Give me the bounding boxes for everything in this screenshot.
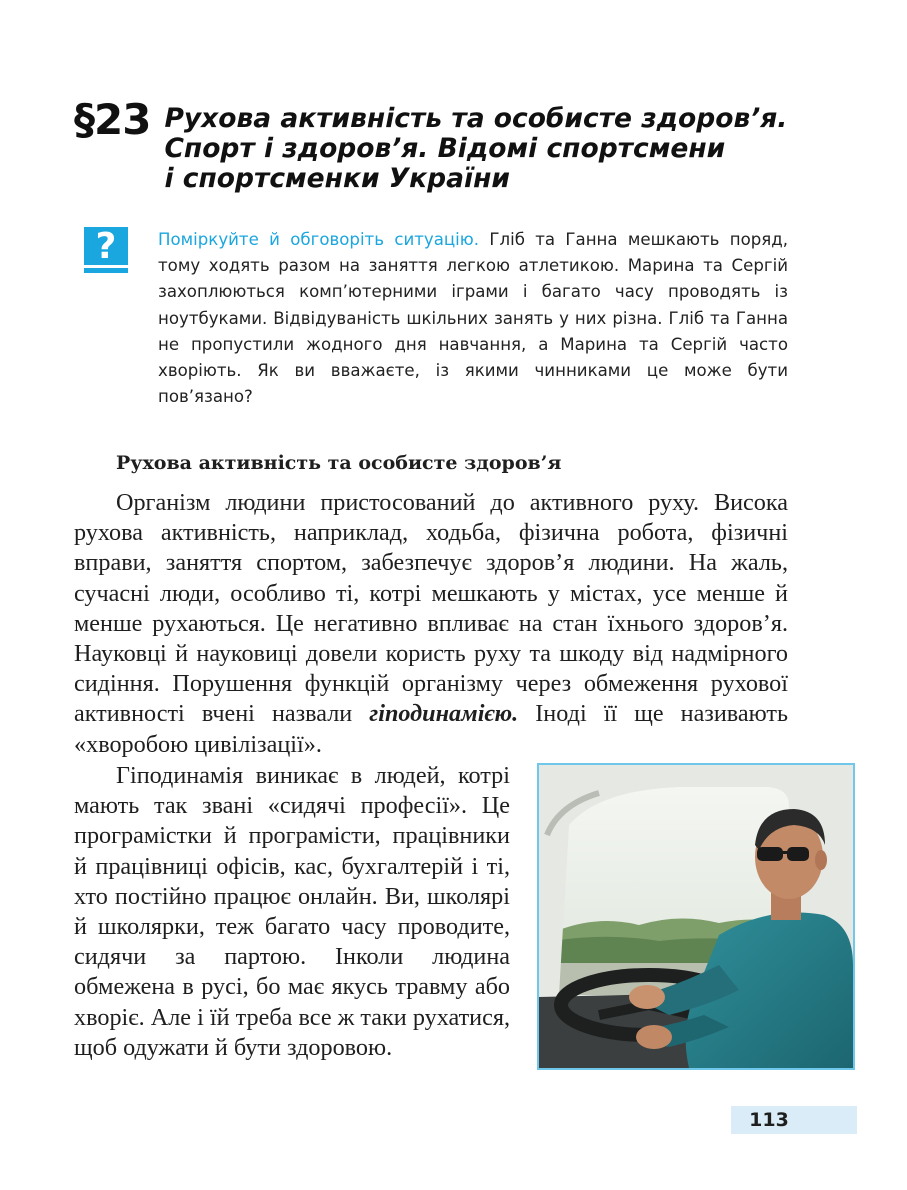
paragraph1-text-b: Іноді її ще називають «хворобою цивілізації». xyxy=(74,700,788,758)
question-mark-icon xyxy=(84,227,130,273)
page-number: 113 xyxy=(749,1109,789,1131)
paragraph-number: §23 xyxy=(74,95,151,144)
driver-photo-illustration xyxy=(539,765,853,1068)
section-heading: Рухова активність та особисте здоров’я xyxy=(116,452,562,474)
term-hypodynamia: гіподинамією. xyxy=(369,700,519,728)
driver-photo xyxy=(537,763,855,1070)
situation-text: Гліб та Ганна мешкають поряд, тому ходять разом на заняття легкою атлетикою. Марина та Сергій захоплюються комп’ютерними іграми і багато часу проводять із ноутбуками. Відвідуваність шкільних занять у них різна. Гліб та Ганна не пропустили жодного дня навчання, а Марина та Сергій часто хворіють. Як ви вважаєте, із якими чинниками це може бути пов’язано? xyxy=(158,230,789,407)
title-line-3: і спортсменки України xyxy=(164,163,510,194)
situation-task xyxy=(158,227,788,410)
situation-lead: Поміркуйте й обговоріть ситуацію. xyxy=(158,230,480,249)
title-line-2: Спорт і здоров’я. Відомі спортсмени xyxy=(164,133,726,164)
question-icon-underline xyxy=(84,268,128,273)
question-mark-glyph: ? xyxy=(84,227,128,265)
title-line-1: Рухова активність та особисте здоров’я. xyxy=(164,103,788,134)
body-paragraph-2: Гіподинамія виникає в людей, котрі мають так звані «сидячі професії». Це програмістки й програмісти, працівники й працівниці офісів, кас, бухгалтерій і ті, хто постійно працює онлайн. Ви, школярі й школярки, теж багато часу проводите, сидячи за партою. Інколи людина обмежена в русі, бо має якусь травму або хворіє. Але і їй треба все ж таки рухатися, щоб одужати й бути здоровою. xyxy=(74,762,510,1061)
paragraph1-text-a: Організм людини пристосований до активного руху. Висока рухова активність, наприклад, ходьба, фізична робота, фізичні вправи, заняття спортом, забезпечує здоров’я людини. На жаль, сучасні люди, особливо ті, котрі мешкають у містах, усе менше й менше рухаються. Це негативно впливає на стан їхнього здоров’я. Науковці й науковиці довели користь руху та шкоду від надмірного сидіння. Порушення функцій організму через обмеження рухової активності вчені назвали xyxy=(74,489,788,728)
paragraph-title xyxy=(164,98,787,194)
body-paragraph-1 xyxy=(74,488,788,760)
paragraph-heading xyxy=(74,95,854,194)
